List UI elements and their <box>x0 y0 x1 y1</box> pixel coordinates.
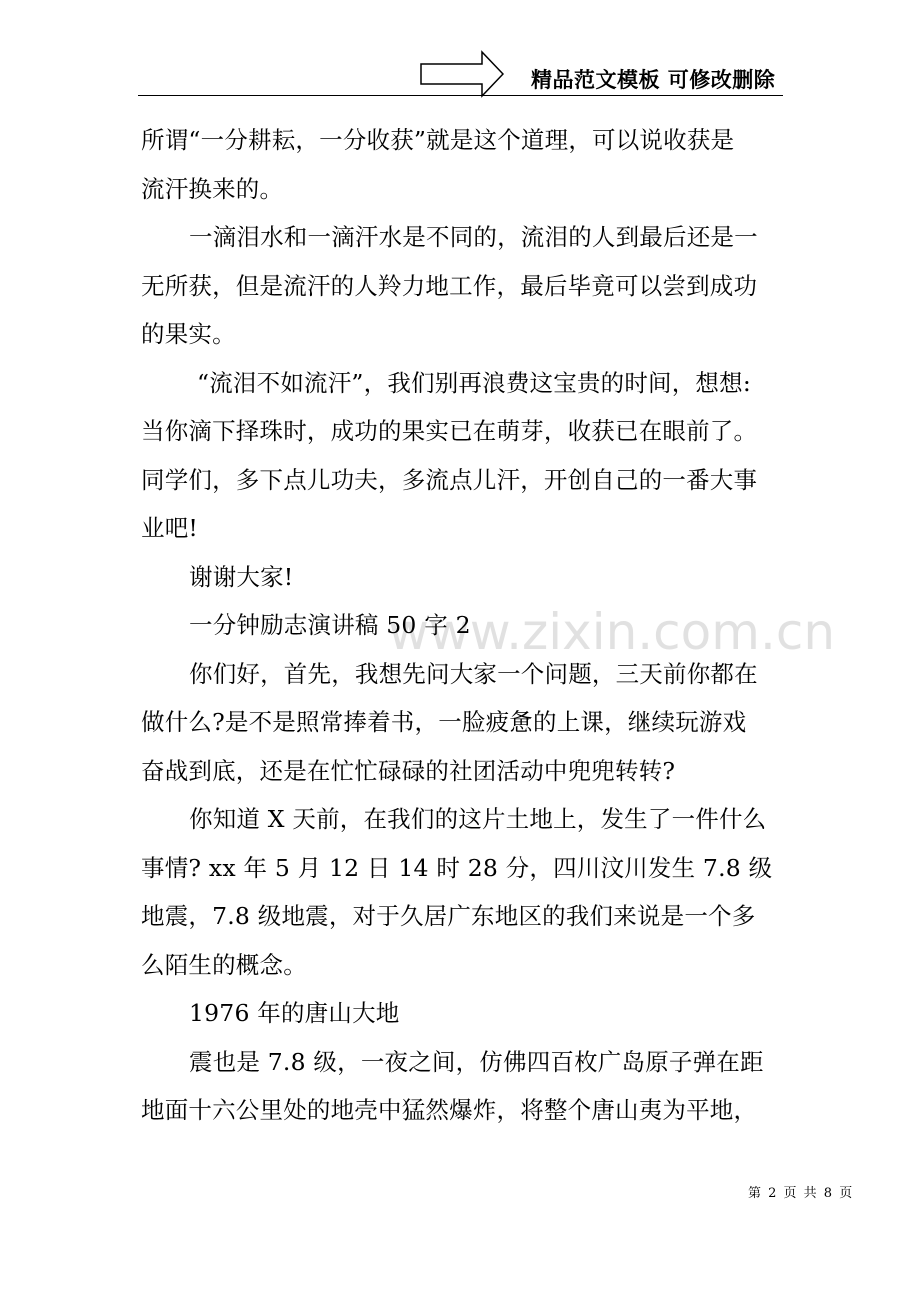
paragraph-line: 做什么?是不是照常捧着书，一脸疲惫的上课，继续玩游戏 <box>141 708 747 736</box>
paragraph-line: 当你滴下择珠时，成功的果实已在萌芽，收获已在眼前了。 <box>141 417 758 445</box>
paragraph-line: 同学们，多下点儿功夫，多流点儿汗，开创自己的一番大事 <box>141 465 758 494</box>
header-divider <box>138 95 783 96</box>
paragraph-line: 1976 年的唐山大地 <box>189 999 400 1027</box>
page-number: 第 2 页 共 8 页 <box>748 1186 853 1201</box>
paragraph-line: 你知道 X 天前，在我们的这片土地上，发生了一件什么 <box>189 805 767 833</box>
paragraph-line: 地震，7.8 级地震，对于久居广东地区的我们来说是一个多 <box>141 902 756 930</box>
paragraph-line: 谢谢大家! <box>189 562 294 591</box>
paragraph-line: 么陌生的概念。 <box>141 950 307 979</box>
arrow-right-outline-icon <box>420 50 504 98</box>
paragraph-line: 震也是 7.8 级，一夜之间，仿佛四百枚广岛原子弹在距 <box>189 1047 764 1076</box>
paragraph-line: 地面十六公里处的地壳中猛然爆炸，将整个唐山夷为平地， <box>141 1096 758 1124</box>
paragraph-line: 业吧! <box>141 514 199 542</box>
document-body <box>141 116 781 1135</box>
paragraph-line: 你们好，首先，我想先问大家一个问题，三天前你都在 <box>189 659 758 688</box>
header-title: 精品范文模板 可修改删除 <box>531 68 776 92</box>
watermark: www.zixin.com.cn <box>388 603 836 661</box>
paragraph-line: 所谓“一分耕耘，一分收获”就是这个道理，可以说收获是 <box>141 126 735 154</box>
section-heading: 一分钟励志演讲稿 50 字 2 <box>189 611 471 639</box>
paragraph-line: 事情? xx 年 5 月 12 日 14 时 28 分，四川汶川发生 7.8 级 <box>141 853 773 882</box>
paragraph-line: 一滴泪水和一滴汗水是不同的，流泪的人到最后还是一 <box>189 223 758 251</box>
paragraph-line: 流汗换来的。 <box>141 174 284 203</box>
paragraph-line: 的果实。 <box>141 320 236 348</box>
paragraph-line: “流泪不如流汗”，我们别再浪费这宝贵的时间，想想: <box>197 368 751 397</box>
paragraph-line: 奋战到底，还是在忙忙碌碌的社团活动中兜兜转转? <box>141 756 676 785</box>
paragraph-line: 无所获，但是流汗的人羚力地工作，最后毕竟可以尝到成功 <box>141 271 758 300</box>
